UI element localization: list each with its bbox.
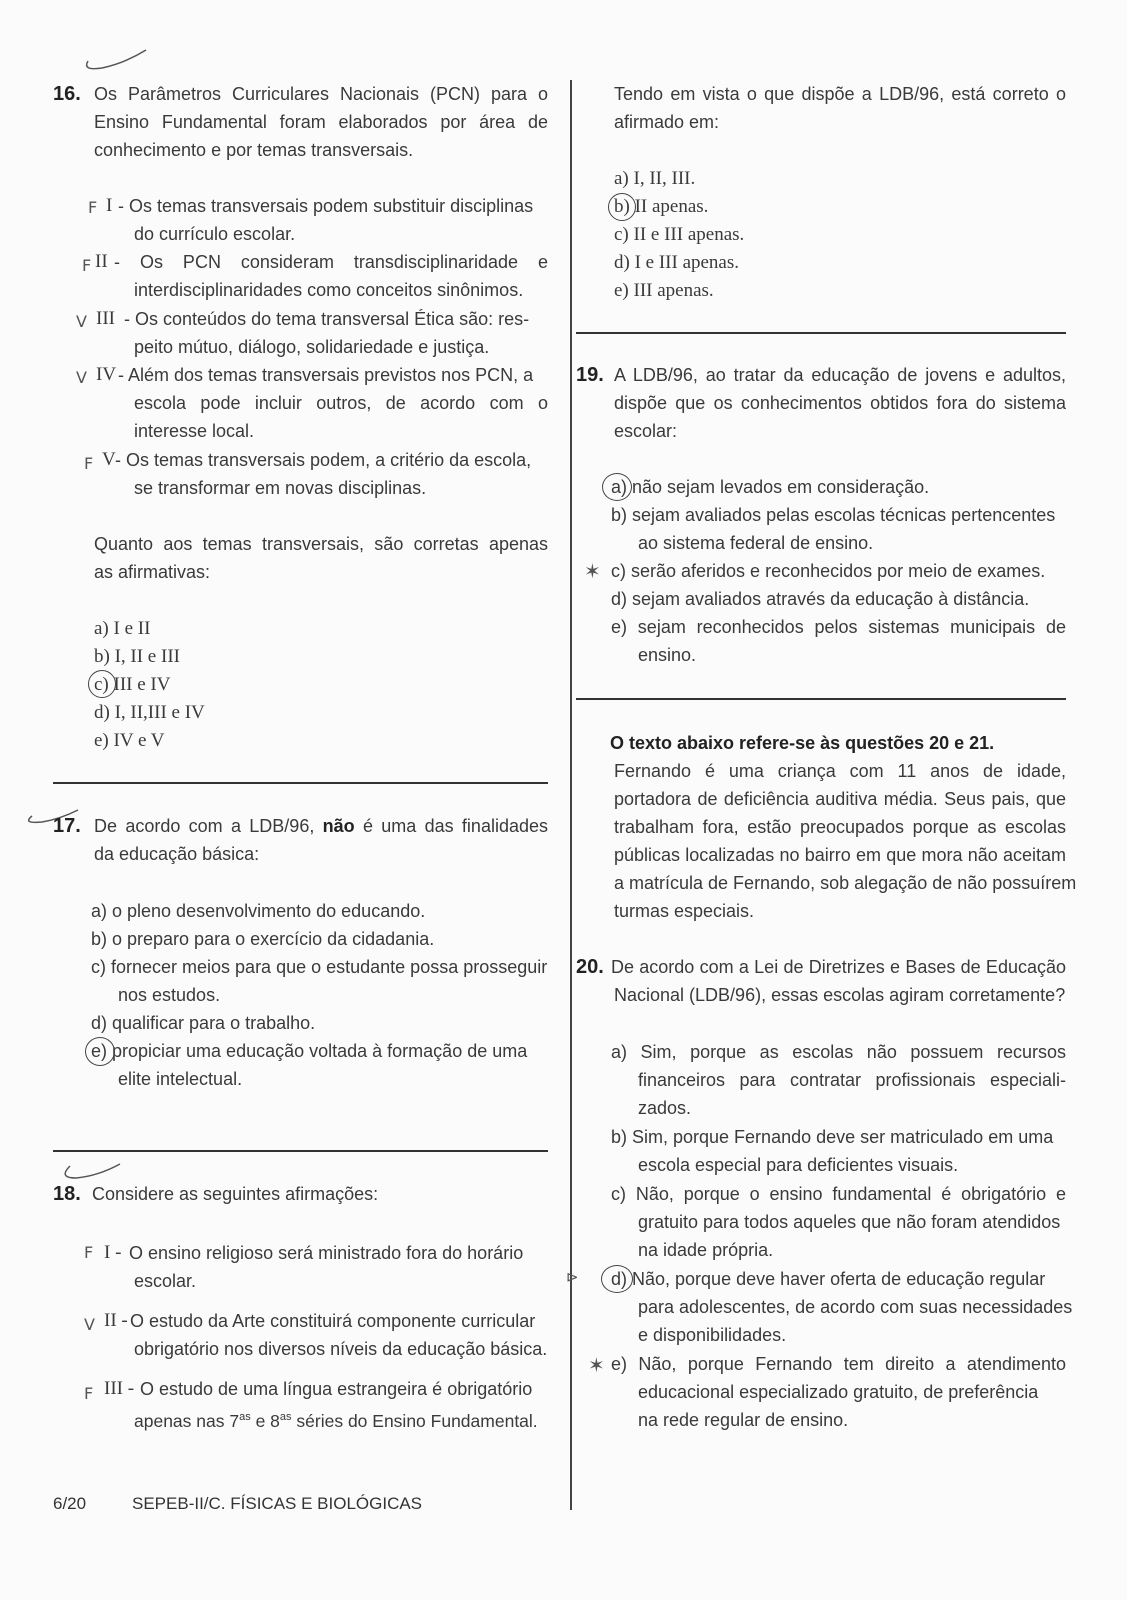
- answer-option-d-cont: e disponibilidades.: [638, 1325, 787, 1345]
- statement-text: - Os temas transversais podem, a critério da escola,: [115, 450, 532, 470]
- answer-option-e[interactable]: e) sejam reconhecidos pelos sistemas municipais de: [611, 617, 1066, 637]
- statement-text: do currículo escolar.: [134, 224, 296, 244]
- handwritten-mark: F: [84, 1384, 94, 1403]
- handwritten-mark: F: [84, 1243, 94, 1262]
- answer-option-b[interactable]: b) sejam avaliados pelas escolas técnicas pertencentes: [611, 505, 1056, 525]
- question-prompt-line: afirmado em:: [614, 112, 720, 132]
- question-number: 16.: [53, 83, 81, 105]
- answer-option-a-cont: zados.: [638, 1098, 692, 1118]
- question-prompt-line: as afirmativas:: [94, 562, 211, 582]
- passage-line: públicas localizadas no bairro em que mora não aceitam: [614, 845, 1066, 865]
- handwritten-mark: F: [88, 198, 98, 217]
- answer-option-a[interactable]: a) não sejam levados em consideração.: [611, 477, 930, 497]
- statement-text: obrigatório nos diversos níveis da educação básica.: [134, 1339, 548, 1359]
- page-number: 6/20: [53, 1494, 87, 1513]
- answer-option-e[interactable]: e) III apenas.: [614, 280, 714, 301]
- statement-text: peito mútuo, diálogo, solidariedade e justiça.: [134, 337, 490, 357]
- question-stem-line: conhecimento e por temas transversais.: [94, 140, 414, 160]
- passage-line: trabalham fora, estão preocupados porque as escolas: [614, 817, 1066, 837]
- answer-option-d-cont: para adolescentes, de acordo com suas necessidades: [638, 1297, 1073, 1317]
- answer-option-c[interactable]: c) Não, porque o ensino fundamental é obrigatório e: [611, 1184, 1066, 1204]
- answer-option-e-cont: ensino.: [638, 645, 697, 665]
- handwritten-mark: V: [84, 1315, 95, 1334]
- answer-option-a[interactable]: a) I e II: [94, 618, 151, 639]
- question-stem-line: dispõe que os conhecimentos obtidos fora do sistema: [614, 393, 1066, 413]
- answer-option-c-cont: gratuito para todos aqueles que não foram atendidos: [638, 1212, 1061, 1232]
- star-mark-icon: ✶: [588, 1353, 605, 1377]
- handwritten-mark: V: [76, 368, 87, 387]
- question-prompt-line: Quanto aos temas transversais, são corretas apenas: [94, 534, 548, 554]
- answer-option-b-cont: escola especial para deficientes visuais.: [638, 1155, 959, 1175]
- statement-text: - Os conteúdos do tema transversal Ética são: res-: [124, 309, 530, 329]
- column-divider: [570, 80, 572, 1510]
- statement-text: O estudo da Arte constituirá componente curricular: [130, 1311, 536, 1331]
- handwritten-check-icon: [80, 45, 150, 75]
- answer-option-c[interactable]: c) II e III apenas.: [614, 224, 745, 245]
- question-stem-line: da educação básica:: [94, 844, 260, 864]
- passage-line: turmas especiais.: [614, 901, 755, 921]
- statement-number: IV: [96, 364, 117, 385]
- answer-option-d[interactable]: d) I e III apenas.: [614, 252, 740, 273]
- passage-line: portadora de deficiência auditiva média. Seus pais, que: [614, 789, 1066, 809]
- answer-option-c[interactable]: c) serão aferidos e reconhecidos por meio de exames.: [611, 561, 1046, 581]
- answer-option-b[interactable]: b) I, II e III: [94, 646, 180, 667]
- statement-number: II: [95, 251, 108, 272]
- answer-option-c[interactable]: c) fornecer meios para que o estudante possa prosseguir: [91, 957, 548, 977]
- selected-answer-circle: [602, 473, 632, 501]
- selected-answer-circle: [88, 670, 116, 698]
- section-divider: [576, 332, 1066, 334]
- question-stem-line: De acordo com a Lei de Diretrizes e Bases de Educação: [611, 957, 1066, 977]
- stem-emphasis: não: [322, 816, 355, 836]
- statement-text: - Além dos temas transversais previstos nos PCN, a: [118, 365, 534, 385]
- question-number: 19.: [576, 364, 604, 386]
- section-divider: [53, 782, 548, 784]
- statement-number: III: [96, 308, 115, 329]
- answer-option-e[interactable]: e) IV e V: [94, 730, 165, 751]
- answer-option-d[interactable]: d) sejam avaliados através da educação à distância.: [611, 589, 1030, 609]
- statement-number: I: [106, 195, 113, 216]
- statement-text: interdisciplinaridades como conceitos sinônimos.: [134, 280, 524, 300]
- statement-text: - Os temas transversais podem substituir disciplinas: [118, 196, 534, 216]
- ordinal-suffix: as: [279, 1411, 292, 1423]
- selected-answer-circle: [601, 1265, 633, 1293]
- answer-option-b[interactable]: b) o preparo para o exercício da cidadania.: [91, 929, 435, 949]
- statement-number: II -: [104, 1310, 128, 1331]
- statement-text: O estudo de uma língua estrangeira é obrigatório: [140, 1379, 533, 1399]
- star-mark-icon: ✶: [584, 559, 601, 583]
- statement-number: V: [102, 449, 116, 470]
- handwritten-mark: F: [84, 454, 94, 473]
- statement-text: O ensino religioso será ministrado fora do horário: [129, 1243, 524, 1263]
- answer-option-c-cont: nos estudos.: [118, 985, 221, 1005]
- stem-text: é uma das finalidades: [354, 816, 548, 836]
- question-number: 17.: [53, 815, 81, 837]
- answer-option-d[interactable]: d) qualificar para o trabalho.: [91, 1013, 316, 1033]
- answer-option-c[interactable]: c) III e IV: [94, 674, 171, 695]
- question-stem-line: escolar:: [614, 421, 678, 441]
- selected-answer-circle: [85, 1037, 115, 1066]
- answer-option-d[interactable]: d) I, II,III e IV: [94, 702, 205, 723]
- statement-number: I -: [104, 1242, 122, 1263]
- answer-option-d[interactable]: d) Não, porque deve haver oferta de educação regular: [611, 1269, 1046, 1289]
- statement-text: escola pode incluir outros, de acordo com o: [134, 393, 548, 413]
- answer-option-e-cont: elite intelectual.: [118, 1069, 243, 1089]
- exam-identifier: SEPEB-II/C. FÍSICAS E BIOLÓGICAS: [132, 1494, 423, 1513]
- statement-text: - Os PCN consideram transdisciplinaridade e: [114, 252, 548, 272]
- answer-option-b[interactable]: b) Sim, porque Fernando deve ser matriculado em uma: [611, 1127, 1054, 1147]
- statement-text: [134, 1403, 538, 1435]
- passage-line: a matrícula de Fernando, sob alegação de não possuírem: [614, 873, 1077, 893]
- question-stem-line: Os Parâmetros Curriculares Nacionais (PCN) para o: [94, 84, 548, 104]
- statement-text-part: e 8: [250, 1410, 280, 1431]
- statement-text-part: séries do Ensino Fundamental.: [291, 1410, 538, 1431]
- question-number: 20.: [576, 956, 604, 978]
- passage-heading: O texto abaixo refere-se às questões 20 e 21.: [610, 733, 995, 753]
- answer-option-c-cont: na idade própria.: [638, 1240, 774, 1260]
- answer-option-b-cont: ao sistema federal de ensino.: [638, 533, 874, 553]
- answer-option-a[interactable]: a) Sim, porque as escolas não possuem recursos: [611, 1042, 1066, 1062]
- section-divider: [576, 698, 1066, 700]
- statement-text: escolar.: [134, 1271, 197, 1291]
- statement-text: interesse local.: [134, 421, 255, 441]
- answer-option-a-cont: financeiros para contratar profissionais especiali-: [638, 1070, 1066, 1090]
- section-divider: [53, 1150, 548, 1152]
- question-stem-line: [94, 812, 548, 840]
- answer-option-a[interactable]: a) o pleno desenvolvimento do educando.: [91, 901, 426, 921]
- ordinal-suffix: as: [239, 1411, 251, 1423]
- question-stem-line: Nacional (LDB/96), essas escolas agiram corretamente?: [614, 985, 1066, 1005]
- question-stem-line: A LDB/96, ao tratar da educação de jovens e adultos,: [614, 365, 1066, 385]
- arrow-mark-icon: ⊳: [566, 1268, 579, 1286]
- answer-option-e-cont: na rede regular de ensino.: [638, 1410, 849, 1430]
- question-number: 18.: [53, 1183, 81, 1205]
- answer-option-e[interactable]: e) Não, porque Fernando tem direito a atendimento: [611, 1354, 1066, 1374]
- selected-answer-circle: [608, 193, 636, 221]
- question-prompt-line: Tendo em vista o que dispõe a LDB/96, está correto o: [614, 84, 1066, 104]
- answer-option-e[interactable]: e) propiciar uma educação voltada à formação de uma: [91, 1041, 528, 1061]
- question-stem-line: Considere as seguintes afirmações:: [92, 1184, 379, 1204]
- handwritten-mark: V: [76, 312, 87, 331]
- passage-line: Fernando é uma criança com 11 anos de idade,: [614, 761, 1066, 781]
- statement-text-part: apenas nas 7: [134, 1410, 240, 1431]
- answer-option-a[interactable]: a) I, II, III.: [614, 168, 696, 189]
- statement-number: III -: [104, 1378, 135, 1399]
- statement-text: se transformar em novas disciplinas.: [134, 478, 427, 498]
- answer-option-b[interactable]: b) II apenas.: [614, 196, 709, 217]
- answer-option-e-cont: educacional especializado gratuito, de preferência: [638, 1382, 1039, 1402]
- stem-text: De acordo com a LDB/96,: [94, 816, 323, 836]
- question-stem-line: Ensino Fundamental foram elaborados por área de: [94, 112, 548, 132]
- handwritten-mark: F: [82, 256, 92, 275]
